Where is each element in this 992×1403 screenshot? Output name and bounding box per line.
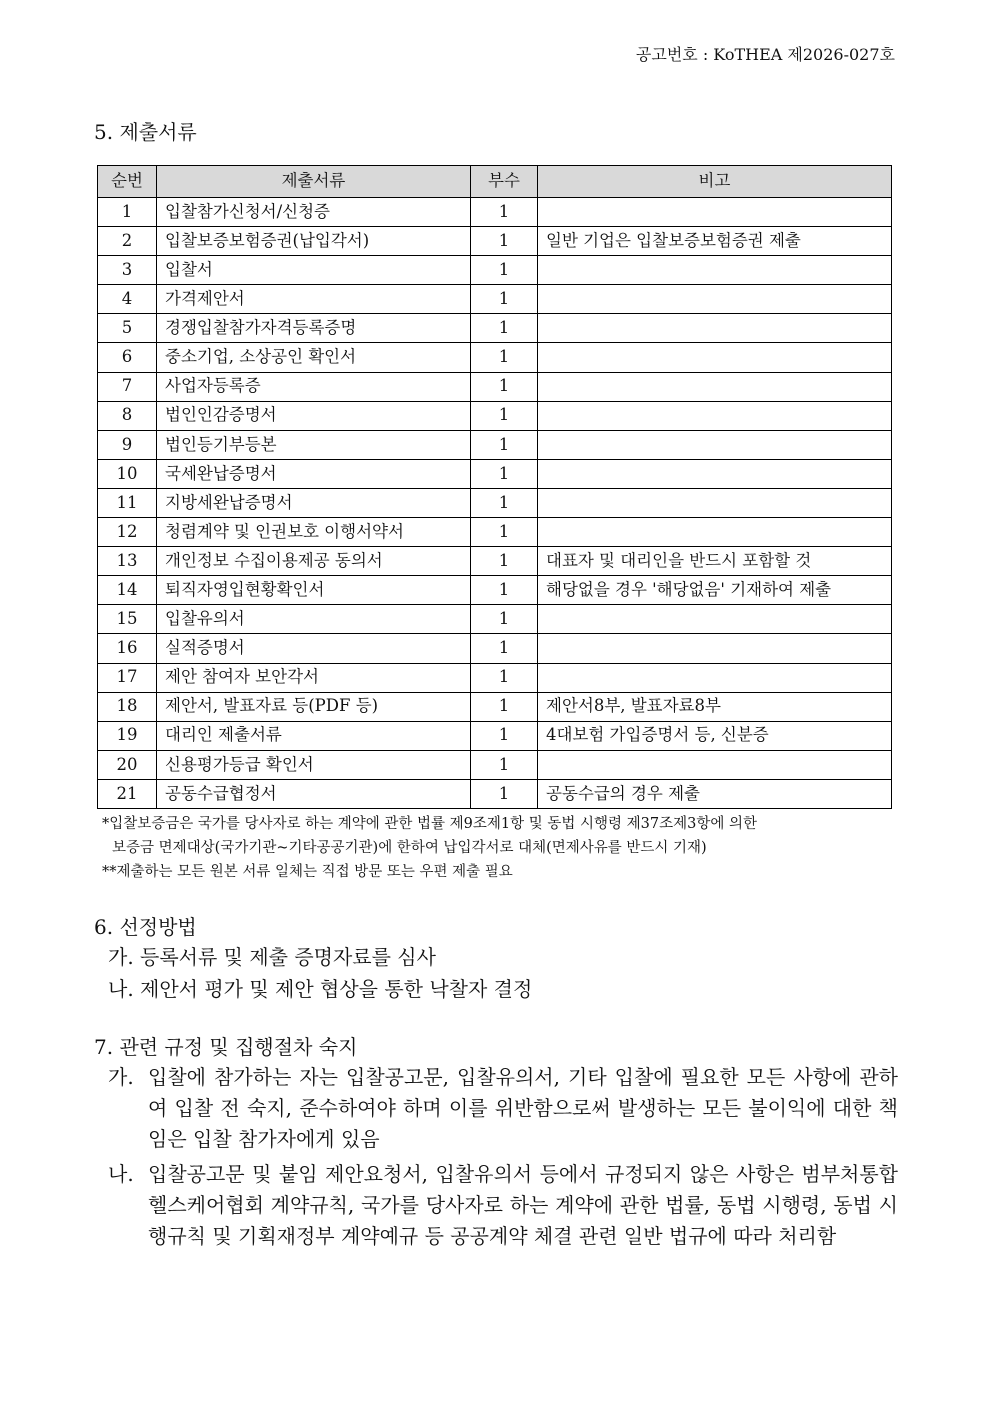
row-number: 18 bbox=[98, 692, 157, 721]
row-document: 입찰참가신청서/신청증 bbox=[157, 198, 471, 227]
row-note: 공동수급의 경우 제출 bbox=[538, 779, 892, 808]
row-document: 경쟁입찰참가자격등록증명 bbox=[157, 314, 471, 343]
row-document: 입찰서 bbox=[157, 256, 471, 285]
row-count: 1 bbox=[471, 750, 538, 779]
footnote-bid-bond: *입찰보증금은 국가를 당사자로 하는 계약에 관한 법률 제9조제1항 및 동법 시행령 제37조제3항에 의한 bbox=[102, 816, 757, 832]
row-count: 1 bbox=[471, 343, 538, 372]
row-number: 6 bbox=[98, 343, 157, 372]
table-row bbox=[98, 198, 892, 227]
row-count: 1 bbox=[471, 547, 538, 576]
row-note bbox=[538, 430, 892, 459]
row-count: 1 bbox=[471, 401, 538, 430]
footnote-bid-bond-cont: 보증금 면제대상(국가기관~기타공공기관)에 한하여 납입각서로 대체(면제사유를 반드시 기재) bbox=[112, 840, 707, 856]
row-count: 1 bbox=[471, 198, 538, 227]
table-row bbox=[98, 692, 892, 721]
selection-method-list bbox=[108, 941, 532, 1005]
row-note bbox=[538, 518, 892, 547]
row-document: 지방세완납증명서 bbox=[157, 488, 471, 517]
row-number: 10 bbox=[98, 459, 157, 488]
row-number: 15 bbox=[98, 605, 157, 634]
row-number: 16 bbox=[98, 634, 157, 663]
row-number: 1 bbox=[98, 198, 157, 227]
table-row bbox=[98, 285, 892, 314]
row-note bbox=[538, 256, 892, 285]
table-row bbox=[98, 227, 892, 256]
section-5-title: 5. 제출서류 bbox=[94, 120, 197, 144]
row-document: 대리인 제출서류 bbox=[157, 721, 471, 750]
row-note bbox=[538, 750, 892, 779]
list-item-text: 입찰공고문 및 붙임 제안요청서, 입찰유의서 등에서 규정되지 않은 사항은 범부처통합헬스케어협회 계약규칙, 국가를 당사자로 하는 계약에 관한 법률, 동법 시행령, 동법 시행규칙 및 기획재정부 계약예규 등 공공계약 체결 관련 일반 법규에 따라 처리함 bbox=[148, 1162, 898, 1248]
row-note: 4대보험 가입증명서 등, 신분증 bbox=[538, 721, 892, 750]
list-item bbox=[108, 1159, 898, 1252]
row-document: 국세완납증명서 bbox=[157, 459, 471, 488]
table-row bbox=[98, 256, 892, 285]
row-count: 1 bbox=[471, 634, 538, 663]
table-row bbox=[98, 372, 892, 401]
row-note bbox=[538, 459, 892, 488]
row-count: 1 bbox=[471, 692, 538, 721]
row-note bbox=[538, 372, 892, 401]
row-count: 1 bbox=[471, 605, 538, 634]
header-document: 제출서류 bbox=[157, 166, 471, 198]
row-note bbox=[538, 314, 892, 343]
row-number: 21 bbox=[98, 779, 157, 808]
row-document: 퇴직자영입현황확인서 bbox=[157, 576, 471, 605]
row-note bbox=[538, 401, 892, 430]
row-note: 해당없을 경우 '해당없음' 기재하여 제출 bbox=[538, 576, 892, 605]
row-number: 14 bbox=[98, 576, 157, 605]
list-item-text: 입찰에 참가하는 자는 입찰공고문, 입찰유의서, 기타 입찰에 필요한 모든 사항에 관하여 입찰 전 숙지, 준수하여야 하며 이를 위반함으로써 발생하는 모든 불이익에 대한 책임은 입찰 참가자에게 있음 bbox=[148, 1065, 898, 1151]
row-count: 1 bbox=[471, 488, 538, 517]
row-document: 실적증명서 bbox=[157, 634, 471, 663]
table-row bbox=[98, 634, 892, 663]
row-document: 사업자등록증 bbox=[157, 372, 471, 401]
header-count: 부수 bbox=[471, 166, 538, 198]
row-count: 1 bbox=[471, 256, 538, 285]
table-row bbox=[98, 721, 892, 750]
row-document: 입찰보증보험증권(납입각서) bbox=[157, 227, 471, 256]
row-note bbox=[538, 198, 892, 227]
row-count: 1 bbox=[471, 227, 538, 256]
row-number: 13 bbox=[98, 547, 157, 576]
row-count: 1 bbox=[471, 518, 538, 547]
footnote-original-docs: **제출하는 모든 원본 서류 일체는 직접 방문 또는 우편 제출 필요 bbox=[102, 864, 513, 880]
row-document: 법인등기부등본 bbox=[157, 430, 471, 459]
table-row bbox=[98, 488, 892, 517]
section-7-title: 7. 관련 규정 및 집행절차 숙지 bbox=[94, 1035, 358, 1059]
table-row bbox=[98, 401, 892, 430]
row-number: 2 bbox=[98, 227, 157, 256]
row-count: 1 bbox=[471, 459, 538, 488]
row-note bbox=[538, 605, 892, 634]
row-number: 17 bbox=[98, 663, 157, 692]
notice-number: 공고번호 : KoTHEA 제2026-027호 bbox=[635, 45, 895, 64]
row-document: 중소기업, 소상공인 확인서 bbox=[157, 343, 471, 372]
row-document: 청렴계약 및 인권보호 이행서약서 bbox=[157, 518, 471, 547]
header-no: 순번 bbox=[98, 166, 157, 198]
row-count: 1 bbox=[471, 430, 538, 459]
table-row bbox=[98, 663, 892, 692]
header-note: 비고 bbox=[538, 166, 892, 198]
row-count: 1 bbox=[471, 663, 538, 692]
row-number: 7 bbox=[98, 372, 157, 401]
table-row bbox=[98, 750, 892, 779]
row-number: 11 bbox=[98, 488, 157, 517]
row-note: 일반 기업은 입찰보증보험증권 제출 bbox=[538, 227, 892, 256]
row-number: 12 bbox=[98, 518, 157, 547]
row-document: 개인정보 수집이용제공 동의서 bbox=[157, 547, 471, 576]
row-document: 공동수급협정서 bbox=[157, 779, 471, 808]
list-marker: 나. bbox=[108, 1162, 134, 1186]
list-item bbox=[108, 1062, 898, 1155]
row-count: 1 bbox=[471, 576, 538, 605]
row-note bbox=[538, 285, 892, 314]
row-document: 법인인감증명서 bbox=[157, 401, 471, 430]
row-count: 1 bbox=[471, 314, 538, 343]
table-row bbox=[98, 343, 892, 372]
row-document: 제안서, 발표자료 등(PDF 등) bbox=[157, 692, 471, 721]
row-number: 8 bbox=[98, 401, 157, 430]
row-document: 제안 참여자 보안각서 bbox=[157, 663, 471, 692]
list-item: 가. 등록서류 및 제출 증명자료를 심사 bbox=[108, 945, 436, 969]
row-count: 1 bbox=[471, 372, 538, 401]
row-note bbox=[538, 663, 892, 692]
row-note: 제안서8부, 발표자료8부 bbox=[538, 692, 892, 721]
table-row bbox=[98, 314, 892, 343]
table-header-row bbox=[98, 166, 892, 198]
row-number: 3 bbox=[98, 256, 157, 285]
row-note bbox=[538, 488, 892, 517]
row-number: 5 bbox=[98, 314, 157, 343]
row-document: 신용평가등급 확인서 bbox=[157, 750, 471, 779]
table-row bbox=[98, 459, 892, 488]
row-number: 9 bbox=[98, 430, 157, 459]
row-document: 입찰유의서 bbox=[157, 605, 471, 634]
list-marker: 가. bbox=[108, 1065, 134, 1089]
row-number: 20 bbox=[98, 750, 157, 779]
section-6-title: 6. 선정방법 bbox=[94, 915, 197, 939]
table-row bbox=[98, 576, 892, 605]
table-footnotes bbox=[102, 812, 902, 884]
list-item: 나. 제안서 평가 및 제안 협상을 통한 낙찰자 결정 bbox=[108, 977, 533, 1001]
row-count: 1 bbox=[471, 285, 538, 314]
table-row bbox=[98, 547, 892, 576]
row-number: 19 bbox=[98, 721, 157, 750]
table-row bbox=[98, 518, 892, 547]
submission-documents-table bbox=[97, 165, 892, 809]
row-number: 4 bbox=[98, 285, 157, 314]
table-row bbox=[98, 605, 892, 634]
row-note: 대표자 및 대리인을 반드시 포함할 것 bbox=[538, 547, 892, 576]
row-note bbox=[538, 343, 892, 372]
row-note bbox=[538, 634, 892, 663]
table-row bbox=[98, 779, 892, 808]
row-count: 1 bbox=[471, 721, 538, 750]
row-count: 1 bbox=[471, 779, 538, 808]
row-document: 가격제안서 bbox=[157, 285, 471, 314]
table-row bbox=[98, 430, 892, 459]
